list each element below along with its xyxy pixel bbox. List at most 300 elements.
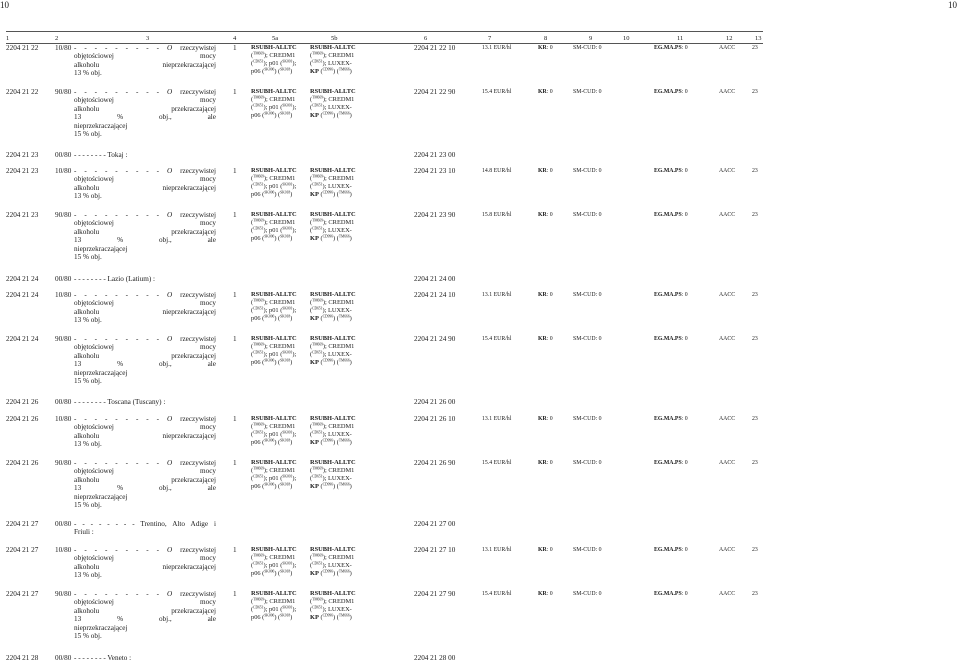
footnote-ref: SK001 bbox=[282, 561, 293, 566]
footnote-ref: TM669 bbox=[312, 342, 323, 347]
reference-code: 2204 21 27 00 bbox=[414, 520, 456, 528]
legal-base-5b bbox=[310, 44, 366, 76]
cn-code: 2204 21 23 bbox=[6, 151, 39, 159]
description-text: rzeczywistej bbox=[180, 167, 217, 175]
description-first-line bbox=[74, 335, 216, 343]
description-line: alkoholu przekraczającej bbox=[74, 227, 216, 236]
legal-base-text: ( bbox=[251, 298, 254, 306]
indent-dashes: - - - - - - - - bbox=[74, 151, 106, 159]
taric-suffix: 00/80 bbox=[55, 520, 72, 528]
footnote-ref: SK018 bbox=[280, 569, 291, 574]
description-line: alkoholu nieprzekraczającej bbox=[74, 431, 216, 440]
footnote-ref: CD651 bbox=[253, 59, 264, 64]
footnote-ref: SK018 bbox=[280, 190, 291, 195]
footnote-ref: TM666 bbox=[338, 234, 350, 239]
footnote-ref: CD996 bbox=[322, 569, 333, 574]
legal-base-text: ( bbox=[310, 306, 313, 314]
legal-base-line bbox=[251, 606, 307, 614]
kr-value bbox=[538, 88, 574, 96]
legal-base-text: ); bbox=[292, 474, 297, 482]
kr-label: KR bbox=[538, 460, 547, 466]
legal-base-text: ( bbox=[318, 67, 323, 75]
reference-code: 2204 21 28 00 bbox=[414, 654, 456, 662]
legal-base-text: ( bbox=[251, 342, 254, 350]
eg-ma-ps-amount: : 0 bbox=[681, 292, 688, 298]
aacc-code: AACC bbox=[719, 547, 736, 553]
description-line: alkoholu przekraczającej bbox=[74, 104, 216, 113]
description-line: objętościowej mocy bbox=[74, 554, 216, 563]
legal-base-text: ( bbox=[310, 597, 313, 605]
kr-value bbox=[538, 167, 574, 175]
legal-base-text: RSUBH-ALLTC bbox=[310, 415, 356, 422]
legal-base-text: KP bbox=[310, 67, 319, 75]
column-13-value: 23 bbox=[752, 45, 758, 51]
description-first-line bbox=[74, 590, 216, 598]
legal-base-text: ( bbox=[318, 190, 323, 198]
description-label: Lazio (Latium) : bbox=[107, 275, 156, 283]
legal-base-line bbox=[251, 307, 307, 315]
footnote-ref: SK006 bbox=[264, 482, 275, 487]
eg-ma-ps-amount: : 0 bbox=[681, 416, 688, 422]
description-line: objętościowej mocy bbox=[74, 423, 216, 432]
kr-label: KR bbox=[538, 89, 547, 95]
kr-label: KR bbox=[538, 591, 547, 597]
legal-base-5a bbox=[251, 415, 307, 447]
legal-base-line bbox=[251, 68, 307, 76]
eg-ma-ps-label: EG.MA.PS bbox=[654, 591, 682, 597]
duty-rate: 15.4 EUR/hl bbox=[482, 591, 512, 597]
kr-label: KR bbox=[538, 547, 547, 553]
legal-base-text: ); CREDM1 bbox=[263, 218, 296, 226]
legal-base-text: RSUBH-ALLTC bbox=[251, 291, 297, 298]
kr-value bbox=[538, 415, 574, 423]
description-label: Tokaj : bbox=[107, 151, 128, 159]
sm-cud-value: SM-CUD: 0 bbox=[573, 168, 602, 174]
legal-base-text: RSUBH-ALLTC bbox=[251, 459, 297, 466]
description-line: nieprzekraczającej bbox=[74, 368, 128, 377]
legal-base-text: ( bbox=[251, 306, 254, 314]
legal-base-text: ) ( bbox=[333, 190, 339, 198]
legal-base-text: ); CREDM1 bbox=[263, 174, 296, 182]
description-label: Trentino, Alto Adige i bbox=[140, 520, 216, 528]
eg-ma-ps-label: EG.MA.PS bbox=[654, 416, 682, 422]
legal-base-text: ); LUXEX- bbox=[322, 474, 352, 482]
description-text: rzeczywistej bbox=[180, 291, 217, 299]
cn-code: 2204 21 23 bbox=[6, 167, 39, 175]
legal-base-line bbox=[251, 614, 307, 622]
footnote-ref: SK006 bbox=[264, 438, 275, 443]
cn-code: 2204 21 24 bbox=[6, 335, 39, 343]
legal-base-text: ( bbox=[310, 103, 313, 111]
footnote-ref: CD651 bbox=[312, 561, 323, 566]
description-line: 15 % obj. bbox=[74, 377, 102, 386]
legal-base-text: ) ( bbox=[274, 613, 281, 621]
eg-ma-ps-label: EG.MA.PS bbox=[654, 212, 682, 218]
legal-base-5b bbox=[310, 546, 366, 578]
duty-rate: 15.8 EUR/hl bbox=[482, 212, 512, 218]
kr-amount: : 0 bbox=[546, 168, 553, 174]
goods-description bbox=[74, 398, 216, 406]
legal-base-text: ) bbox=[290, 111, 293, 119]
legal-base-text: p06 ( bbox=[251, 438, 265, 446]
quantity-indicator: 1 bbox=[233, 546, 237, 554]
goods-description bbox=[74, 44, 216, 78]
kr-amount: : 0 bbox=[546, 416, 553, 422]
legal-base-text: ( bbox=[310, 95, 313, 103]
footnote-ref: TM669 bbox=[253, 95, 264, 100]
footnote-ref: TM669 bbox=[253, 218, 264, 223]
reference-code: 2204 21 23 90 bbox=[414, 211, 456, 219]
legal-base-text: ) ( bbox=[274, 438, 281, 446]
legal-base-text: ) ( bbox=[274, 234, 281, 242]
footnote-ref: CD996 bbox=[322, 67, 333, 72]
legal-base-text: p06 ( bbox=[251, 190, 265, 198]
legal-base-text: ( bbox=[310, 553, 313, 561]
reference-code: 2204 21 27 90 bbox=[414, 590, 456, 598]
footnote-ref: TM669 bbox=[312, 298, 323, 303]
legal-base-text: RSUBH-ALLTC bbox=[251, 590, 297, 597]
aacc-code: AACC bbox=[719, 212, 736, 218]
indent-dashes: - - - - - - - - - bbox=[74, 590, 160, 598]
legal-base-text: ); CREDM1 bbox=[263, 342, 296, 350]
reference-code: 2204 21 24 10 bbox=[414, 291, 456, 299]
footnote-ref: CD651 bbox=[253, 103, 264, 108]
description-label: O bbox=[166, 546, 173, 554]
legal-base-line bbox=[310, 235, 366, 243]
footnote-ref: SK006 bbox=[264, 67, 275, 72]
legal-base-text: RSUBH-ALLTC bbox=[251, 88, 297, 95]
legal-base-text: ); bbox=[292, 182, 297, 190]
taric-suffix: 10/80 bbox=[55, 167, 72, 175]
footnote-ref: TM666 bbox=[338, 67, 350, 72]
taric-suffix: 00/80 bbox=[55, 398, 72, 406]
column-number: 4 bbox=[233, 35, 237, 42]
legal-base-line bbox=[251, 562, 307, 570]
column-number: 5b bbox=[331, 35, 338, 42]
description-line: alkoholu nieprzekraczającej bbox=[74, 60, 216, 69]
legal-base-text: RSUBH-ALLTC bbox=[310, 88, 356, 95]
column-13-value: 23 bbox=[752, 591, 758, 597]
footnote-ref: TM669 bbox=[312, 597, 323, 602]
description-line: alkoholu przekraczającej bbox=[74, 351, 216, 360]
footnote-ref: SK006 bbox=[264, 358, 275, 363]
legal-base-text: ( bbox=[310, 605, 313, 613]
legal-base-5b bbox=[310, 167, 366, 199]
eg-ma-ps-value bbox=[654, 590, 718, 598]
eg-ma-ps-label: EG.MA.PS bbox=[654, 168, 682, 174]
legal-base-text: ) bbox=[349, 67, 352, 75]
legal-base-text: ); CREDM1 bbox=[322, 95, 355, 103]
column-13-value: 23 bbox=[752, 460, 758, 466]
legal-base-text: ) bbox=[349, 482, 352, 490]
legal-base-text: ( bbox=[318, 111, 323, 119]
taric-suffix: 90/80 bbox=[55, 88, 72, 96]
legal-base-text: ( bbox=[310, 51, 313, 59]
legal-base-text: p06 ( bbox=[251, 234, 265, 242]
legal-base-text: ); p01 ( bbox=[263, 350, 283, 358]
cn-code: 2204 21 23 bbox=[6, 211, 39, 219]
legal-base-text: ) ( bbox=[333, 569, 339, 577]
eg-ma-ps-value bbox=[654, 335, 718, 343]
legal-base-text: ); CREDM1 bbox=[263, 422, 296, 430]
legal-base-line bbox=[310, 439, 366, 447]
kr-amount: : 0 bbox=[546, 292, 553, 298]
aacc-code: AACC bbox=[719, 45, 736, 51]
legal-base-line bbox=[251, 60, 307, 68]
legal-base-text: ) ( bbox=[333, 358, 339, 366]
description-first-line bbox=[74, 211, 216, 219]
footnote-ref: SK018 bbox=[280, 358, 291, 363]
duty-rate: 15.4 EUR/hl bbox=[482, 460, 512, 466]
legal-base-text: ) ( bbox=[333, 111, 339, 119]
sm-cud-value: SM-CUD: 0 bbox=[573, 292, 602, 298]
legal-base-line bbox=[251, 570, 307, 578]
legal-base-text: ) ( bbox=[333, 234, 339, 242]
description-label: O bbox=[166, 415, 173, 423]
legal-base-text: ); bbox=[292, 350, 297, 358]
description-line: nieprzekraczającej bbox=[74, 244, 128, 253]
description-line: alkoholu nieprzekraczającej bbox=[74, 183, 216, 192]
eg-ma-ps-value bbox=[654, 88, 718, 96]
footnote-ref: CD651 bbox=[312, 182, 323, 187]
legal-base-text: ); LUXEX- bbox=[322, 306, 352, 314]
indent-dashes: - - - - - - - - - bbox=[74, 459, 160, 467]
footnote-ref: SK001 bbox=[282, 306, 293, 311]
eg-ma-ps-value bbox=[654, 546, 718, 554]
description-line: objętościowej mocy bbox=[74, 52, 216, 61]
legal-base-text: ( bbox=[251, 182, 254, 190]
legal-base-text: KP bbox=[310, 482, 319, 490]
legal-base-text: RSUBH-ALLTC bbox=[310, 44, 356, 51]
footnote-ref: SK001 bbox=[282, 430, 293, 435]
reference-code: 2204 21 26 90 bbox=[414, 459, 456, 467]
cn-code: 2204 21 27 bbox=[6, 590, 39, 598]
description-line: objętościowej mocy bbox=[74, 219, 216, 228]
column-number: 8 bbox=[544, 35, 548, 42]
legal-base-text: RSUBH-ALLTC bbox=[310, 335, 356, 342]
footnote-ref: TM669 bbox=[312, 553, 323, 558]
kr-value bbox=[538, 335, 574, 343]
legal-base-text: ( bbox=[318, 314, 323, 322]
taric-suffix: 90/80 bbox=[55, 211, 72, 219]
legal-base-text: ( bbox=[310, 174, 313, 182]
aacc-code: AACC bbox=[719, 460, 736, 466]
footnote-ref: TM669 bbox=[312, 422, 323, 427]
legal-base-line bbox=[310, 68, 366, 76]
description-first-line bbox=[74, 291, 216, 299]
header-rule-top bbox=[6, 31, 763, 32]
legal-base-text: RSUBH-ALLTC bbox=[310, 459, 356, 466]
legal-base-5a bbox=[251, 167, 307, 199]
legal-base-text: KP bbox=[310, 111, 319, 119]
legal-base-text: p06 ( bbox=[251, 569, 265, 577]
legal-base-text: RSUBH-ALLTC bbox=[310, 546, 356, 553]
footnote-ref: SK006 bbox=[264, 569, 275, 574]
legal-base-text: ) bbox=[290, 67, 293, 75]
description-label: O bbox=[166, 335, 173, 343]
legal-base-text: ) bbox=[349, 111, 352, 119]
legal-base-text: ) bbox=[290, 613, 293, 621]
legal-base-text: ( bbox=[251, 226, 254, 234]
legal-base-text: ( bbox=[310, 59, 313, 67]
description-label: O bbox=[166, 590, 173, 598]
footnote-ref: CD996 bbox=[322, 358, 333, 363]
legal-base-text: ); CREDM1 bbox=[322, 553, 355, 561]
legal-base-text: ( bbox=[251, 553, 254, 561]
goods-description bbox=[74, 590, 216, 640]
kr-amount: : 0 bbox=[546, 460, 553, 466]
legal-base-5a bbox=[251, 88, 307, 120]
goods-description bbox=[74, 546, 216, 580]
legal-base-5a bbox=[251, 211, 307, 243]
footnote-ref: TM669 bbox=[312, 174, 323, 179]
eg-ma-ps-label: EG.MA.PS bbox=[654, 89, 682, 95]
legal-base-text: ( bbox=[310, 298, 313, 306]
description-line: 15 % obj. bbox=[74, 501, 102, 510]
footnote-ref: SK006 bbox=[264, 314, 275, 319]
description-line: alkoholu nieprzekraczającej bbox=[74, 307, 216, 316]
description-line: Friuli : bbox=[74, 528, 94, 537]
description-text: rzeczywistej bbox=[180, 44, 217, 52]
cn-code: 2204 21 27 bbox=[6, 520, 39, 528]
legal-base-text: ); CREDM1 bbox=[322, 298, 355, 306]
legal-base-text: ) bbox=[349, 190, 352, 198]
eg-ma-ps-amount: : 0 bbox=[681, 212, 688, 218]
legal-base-text: ); bbox=[292, 430, 297, 438]
legal-base-line bbox=[310, 112, 366, 120]
footnote-ref: SK001 bbox=[282, 474, 293, 479]
eg-ma-ps-value bbox=[654, 211, 718, 219]
footnote-ref: SK018 bbox=[280, 234, 291, 239]
legal-base-text: RSUBH-ALLTC bbox=[251, 211, 297, 218]
legal-base-text: RSUBH-ALLTC bbox=[310, 590, 356, 597]
footnote-ref: SK006 bbox=[264, 234, 275, 239]
footnote-ref: CD651 bbox=[312, 350, 323, 355]
legal-base-text: ); LUXEX- bbox=[322, 430, 352, 438]
taric-suffix: 90/80 bbox=[55, 335, 72, 343]
footnote-ref: SK001 bbox=[282, 103, 293, 108]
legal-base-text: ( bbox=[251, 561, 254, 569]
indent-dashes: - - - - - - - - - bbox=[74, 88, 160, 96]
sm-cud-value: SM-CUD: 0 bbox=[573, 212, 602, 218]
legal-base-text: ) bbox=[290, 482, 293, 490]
legal-base-text: ); CREDM1 bbox=[263, 51, 296, 59]
legal-base-text: ( bbox=[318, 234, 323, 242]
footnote-ref: SK001 bbox=[282, 59, 293, 64]
column-number: 10 bbox=[623, 35, 630, 42]
legal-base-text: ); CREDM1 bbox=[322, 597, 355, 605]
legal-base-text: ( bbox=[310, 218, 313, 226]
legal-base-text: ) ( bbox=[274, 569, 281, 577]
column-number: 12 bbox=[726, 35, 733, 42]
goods-description bbox=[74, 459, 216, 509]
legal-base-text: ); CREDM1 bbox=[322, 218, 355, 226]
legal-base-text: RSUBH-ALLTC bbox=[251, 546, 297, 553]
legal-base-text: p06 ( bbox=[251, 67, 265, 75]
legal-base-text: ( bbox=[318, 569, 323, 577]
legal-base-text: RSUBH-ALLTC bbox=[310, 291, 356, 298]
kr-value bbox=[538, 459, 574, 467]
description-line: 13 % obj. bbox=[74, 571, 102, 580]
taric-suffix: 00/80 bbox=[55, 275, 72, 283]
legal-base-line bbox=[251, 431, 307, 439]
eg-ma-ps-value bbox=[654, 44, 718, 52]
kr-value bbox=[538, 211, 574, 219]
page-number-right: 10 bbox=[948, 0, 957, 10]
description-line: objętościowej mocy bbox=[74, 96, 216, 105]
kr-amount: : 0 bbox=[546, 212, 553, 218]
description-line: 13 % obj., ale bbox=[74, 360, 216, 369]
quantity-indicator: 1 bbox=[233, 291, 237, 299]
eg-ma-ps-amount: : 0 bbox=[681, 460, 688, 466]
aacc-code: AACC bbox=[719, 416, 736, 422]
legal-base-text: ( bbox=[251, 597, 254, 605]
duty-rate: 14.8 EUR/hl bbox=[482, 168, 512, 174]
footnote-ref: CD996 bbox=[322, 613, 333, 618]
legal-base-line bbox=[251, 104, 307, 112]
kr-label: KR bbox=[538, 212, 547, 218]
legal-base-text: ) ( bbox=[274, 482, 281, 490]
legal-base-text: ); CREDM1 bbox=[322, 422, 355, 430]
legal-base-text: ); CREDM1 bbox=[322, 466, 355, 474]
footnote-ref: SK001 bbox=[282, 226, 293, 231]
legal-base-text: ); bbox=[292, 226, 297, 234]
footnote-ref: TM669 bbox=[253, 597, 264, 602]
legal-base-text: ) ( bbox=[274, 314, 281, 322]
sm-cud-value: SM-CUD: 0 bbox=[573, 591, 602, 597]
footnote-ref: CD651 bbox=[253, 226, 264, 231]
description-label: O bbox=[166, 44, 173, 52]
legal-base-line bbox=[251, 191, 307, 199]
reference-code: 2204 21 22 10 bbox=[414, 44, 456, 52]
legal-base-text: ) ( bbox=[333, 482, 339, 490]
description-line: 13 % obj., ale bbox=[74, 113, 216, 122]
footnote-ref: SK018 bbox=[280, 438, 291, 443]
legal-base-text: ) ( bbox=[333, 613, 339, 621]
legal-base-line bbox=[251, 112, 307, 120]
legal-base-text: ) bbox=[349, 358, 352, 366]
reference-code: 2204 21 23 10 bbox=[414, 167, 456, 175]
legal-base-text: ); LUXEX- bbox=[322, 605, 352, 613]
legal-base-text: ); LUXEX- bbox=[322, 561, 352, 569]
duty-rate: 15.4 EUR/hl bbox=[482, 336, 512, 342]
indent-dashes: - - - - - - - - bbox=[74, 398, 106, 406]
quantity-indicator: 1 bbox=[233, 459, 237, 467]
legal-base-line bbox=[310, 359, 366, 367]
footnote-ref: CD651 bbox=[312, 226, 323, 231]
legal-base-5a bbox=[251, 335, 307, 367]
footnote-ref: SK006 bbox=[264, 190, 275, 195]
description-line: 15 % obj. bbox=[74, 632, 102, 641]
sm-cud-value: SM-CUD: 0 bbox=[573, 416, 602, 422]
footnote-ref: CD996 bbox=[322, 111, 333, 116]
legal-base-text: ); LUXEX- bbox=[322, 59, 352, 67]
description-line: objętościowej mocy bbox=[74, 598, 216, 607]
footnote-ref: SK018 bbox=[280, 314, 291, 319]
column-13-value: 23 bbox=[752, 212, 758, 218]
legal-base-text: ( bbox=[251, 174, 254, 182]
legal-base-text: ( bbox=[310, 182, 313, 190]
legal-base-text: RSUBH-ALLTC bbox=[310, 167, 356, 174]
footnote-ref: CD651 bbox=[312, 59, 323, 64]
reference-code: 2204 21 26 00 bbox=[414, 398, 456, 406]
legal-base-text: ); p01 ( bbox=[263, 561, 283, 569]
description-text: rzeczywistej bbox=[180, 546, 217, 554]
reference-code: 2204 21 24 00 bbox=[414, 275, 456, 283]
column-number: 11 bbox=[677, 35, 684, 42]
cn-code: 2204 21 26 bbox=[6, 415, 39, 423]
duty-rate: 15.4 EUR/hl bbox=[482, 89, 512, 95]
